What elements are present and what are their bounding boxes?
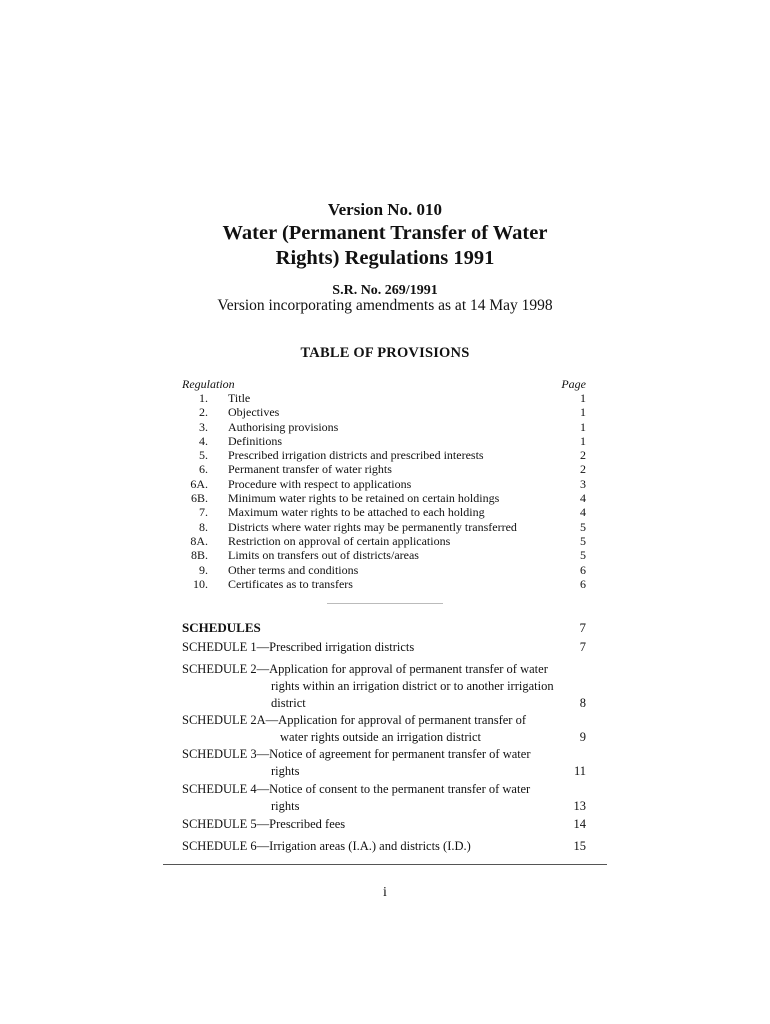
schedule-title: SCHEDULE 4—Notice of consent to the permanent transfer of water (182, 782, 531, 796)
toc-page-number: 2 (580, 448, 586, 463)
schedule-title: SCHEDULE 5—Prescribed fees (182, 817, 346, 831)
toc-list (182, 391, 586, 591)
page-number: i (383, 885, 387, 900)
toc-regulation-number: 2. (199, 405, 208, 420)
schedule-entry (182, 661, 586, 712)
schedule-page-number: 8 (579, 696, 586, 710)
toc-regulation-number: 7. (199, 505, 208, 520)
toc-row (182, 534, 586, 548)
toc-row (182, 391, 586, 405)
schedule-entry (182, 639, 586, 656)
toc-regulation-title: Maximum water rights to be attached to each holding (228, 505, 485, 520)
toc-regulation-title: Restriction on approval of certain applications (228, 533, 451, 548)
schedule-page-number: 9 (579, 730, 586, 744)
toc-regulation-title: Limits on transfers out of districts/areas (228, 548, 419, 563)
toc-regulation-title: Districts where water rights may be permanently transferred (228, 519, 517, 534)
schedule-title-continuation: district (271, 696, 306, 710)
statutory-rule-number: S.R. No. 269/1991 (332, 283, 438, 298)
toc-regulation-title: Prescribed irrigation districts and prescribed interests (228, 448, 484, 463)
toc-heading: TABLE OF PROVISIONS (300, 345, 470, 361)
schedule-entry (182, 838, 586, 855)
schedules-heading-page: 7 (579, 620, 586, 635)
toc-regulation-number: 6B. (190, 491, 208, 506)
schedule-page-number: 15 (573, 839, 586, 853)
toc-row (182, 520, 586, 534)
toc-row (182, 577, 586, 591)
page-column-label: Page (561, 377, 586, 391)
toc-page-number: 5 (580, 533, 586, 548)
toc-page-number: 6 (580, 576, 586, 591)
toc-page-number: 1 (580, 419, 586, 434)
schedule-entry (182, 781, 586, 815)
title-line-2: Rights) Regulations 1991 (275, 247, 495, 269)
toc-page-number: 6 (580, 562, 586, 577)
title-line-1: Water (Permanent Transfer of Water (222, 222, 548, 244)
toc-page-number: 3 (580, 476, 586, 491)
footer-rule (163, 864, 607, 865)
toc-regulation-title: Authorising provisions (228, 419, 339, 434)
version-incorporating-note: Version incorporating amendments as at 14 May 1998 (217, 297, 553, 314)
toc-page-number: 1 (580, 405, 586, 420)
toc-regulation-number: 6. (199, 462, 208, 477)
toc-regulation-number: 8B. (190, 548, 208, 563)
toc-page-number: 5 (580, 519, 586, 534)
toc-row (182, 548, 586, 562)
toc-row (182, 563, 586, 577)
toc-regulation-title: Certificates as to transfers (228, 576, 353, 591)
schedule-title: SCHEDULE 3—Notice of agreement for permanent transfer of water (182, 747, 531, 761)
schedule-title: SCHEDULE 6—Irrigation areas (I.A.) and districts (I.D.) (182, 839, 471, 853)
schedules-heading: SCHEDULES (182, 620, 261, 635)
toc-page-number: 2 (580, 462, 586, 477)
toc-row (182, 491, 586, 505)
toc-row (182, 462, 586, 476)
toc-page-number: 4 (580, 505, 586, 520)
toc-regulation-title: Minimum water rights to be retained on certain holdings (228, 491, 500, 506)
schedule-page-number: 14 (573, 817, 586, 831)
toc-regulation-number: 8. (199, 519, 208, 534)
schedule-title: SCHEDULE 2—Application for approval of permanent transfer of water (182, 662, 548, 676)
schedule-page-number: 13 (573, 799, 586, 813)
schedule-title-continuation: rights within an irrigation district or to another irrigation (271, 679, 554, 693)
toc-regulation-number: 4. (199, 433, 208, 448)
toc-row (182, 477, 586, 491)
schedule-entry (182, 746, 586, 780)
toc-regulation-title: Definitions (228, 433, 282, 448)
schedule-entry (182, 712, 586, 746)
schedule-title-continuation: rights (271, 799, 300, 813)
toc-regulation-title: Procedure with respect to applications (228, 476, 412, 491)
regulation-column-label: Regulation (182, 377, 235, 391)
toc-regulation-number: 10. (193, 576, 208, 591)
toc-regulation-title: Other terms and conditions (228, 562, 359, 577)
toc-regulation-number: 5. (199, 448, 208, 463)
version-number: Version No. 010 (327, 200, 443, 219)
document-title (0, 221, 770, 271)
toc-regulation-number: 6A. (190, 476, 208, 491)
schedule-title: SCHEDULE 2A—Application for approval of permanent transfer of (182, 713, 527, 727)
toc-regulation-number: 9. (199, 562, 208, 577)
toc-page-number: 1 (580, 433, 586, 448)
toc-row (182, 405, 586, 419)
toc-regulation-number: 3. (199, 419, 208, 434)
toc-regulation-number: 8A. (190, 533, 208, 548)
schedule-title-continuation: rights (271, 764, 300, 778)
toc-page-number: 1 (580, 391, 586, 405)
toc-page-number: 5 (580, 548, 586, 563)
toc-regulation-title: Title (228, 391, 251, 405)
toc-regulation-title: Permanent transfer of water rights (228, 462, 392, 477)
toc-regulation-title: Objectives (228, 405, 280, 420)
schedule-title: SCHEDULE 1—Prescribed irrigation districts (182, 640, 415, 654)
schedule-entry (182, 816, 586, 833)
schedule-title-continuation: water rights outside an irrigation district (280, 730, 481, 744)
toc-regulation-number: 1. (199, 391, 208, 405)
schedule-page-number: 7 (579, 640, 586, 654)
toc-row (182, 420, 586, 434)
schedule-page-number: 11 (573, 764, 586, 778)
toc-row (182, 434, 586, 448)
section-divider (327, 603, 443, 604)
toc-row (182, 448, 586, 462)
toc-page-number: 4 (580, 491, 586, 506)
toc-row (182, 505, 586, 519)
